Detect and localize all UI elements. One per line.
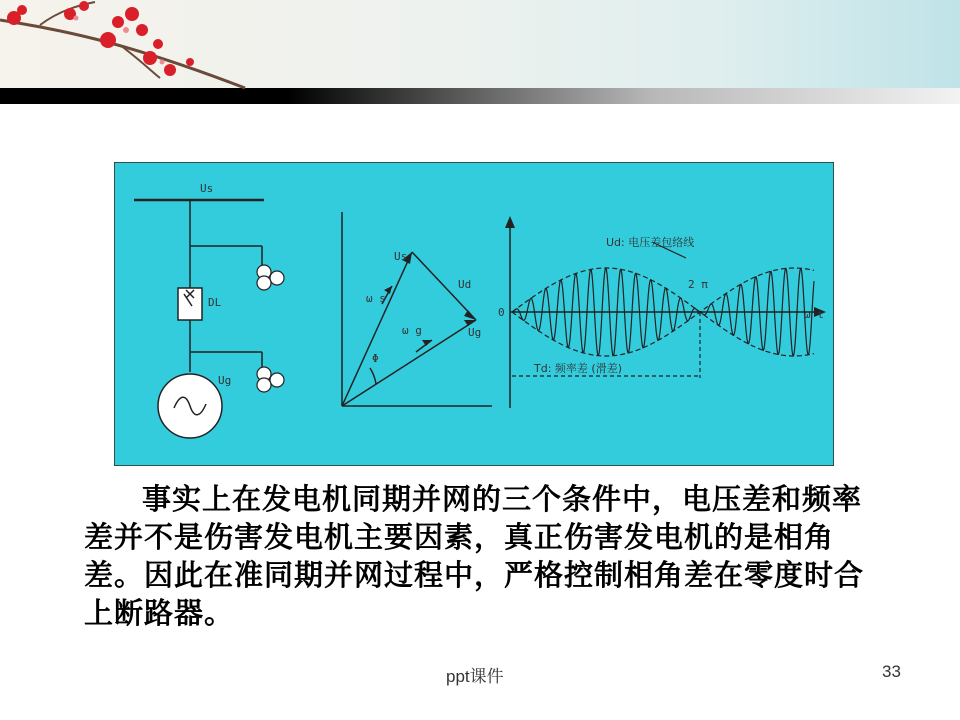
omega-g-label: ω g [402, 324, 422, 337]
bus-label: Us [200, 182, 214, 195]
synchronization-figure [114, 162, 834, 466]
phi-label: Φ [372, 352, 379, 365]
phasor-ug-label: Ug [468, 326, 482, 339]
envelope-label: Ud: 电压差包络线 [606, 236, 695, 249]
figure-background [114, 162, 834, 466]
period-label: 2 π [688, 278, 708, 291]
footer-label: ppt课件 [446, 667, 504, 686]
td-label: Td: 频率差 (滑差) [534, 362, 622, 375]
generator-label: Ug [218, 374, 232, 387]
body-paragraph: 事实上在发电机同期并网的三个条件中，电压差和频率差并不是伤害发电机主要因素，真正伤害发电机的是相角差。因此在准同期并网过程中，严格控制相角差在零度时合上断路器。 [84, 482, 865, 630]
header-bar [0, 88, 960, 104]
omega-s-label: ω s [366, 292, 386, 305]
plum-blossom-decoration [0, 0, 260, 90]
figure-canvas [114, 162, 834, 466]
page-number: 33 [882, 662, 901, 681]
phasor-ud-label: Ud [458, 278, 472, 291]
origin-label: 0 [498, 306, 505, 319]
breaker-label: DL [208, 296, 222, 309]
wt-axis-label: ω t [804, 308, 824, 321]
phasor-us-label: Us [394, 250, 408, 263]
